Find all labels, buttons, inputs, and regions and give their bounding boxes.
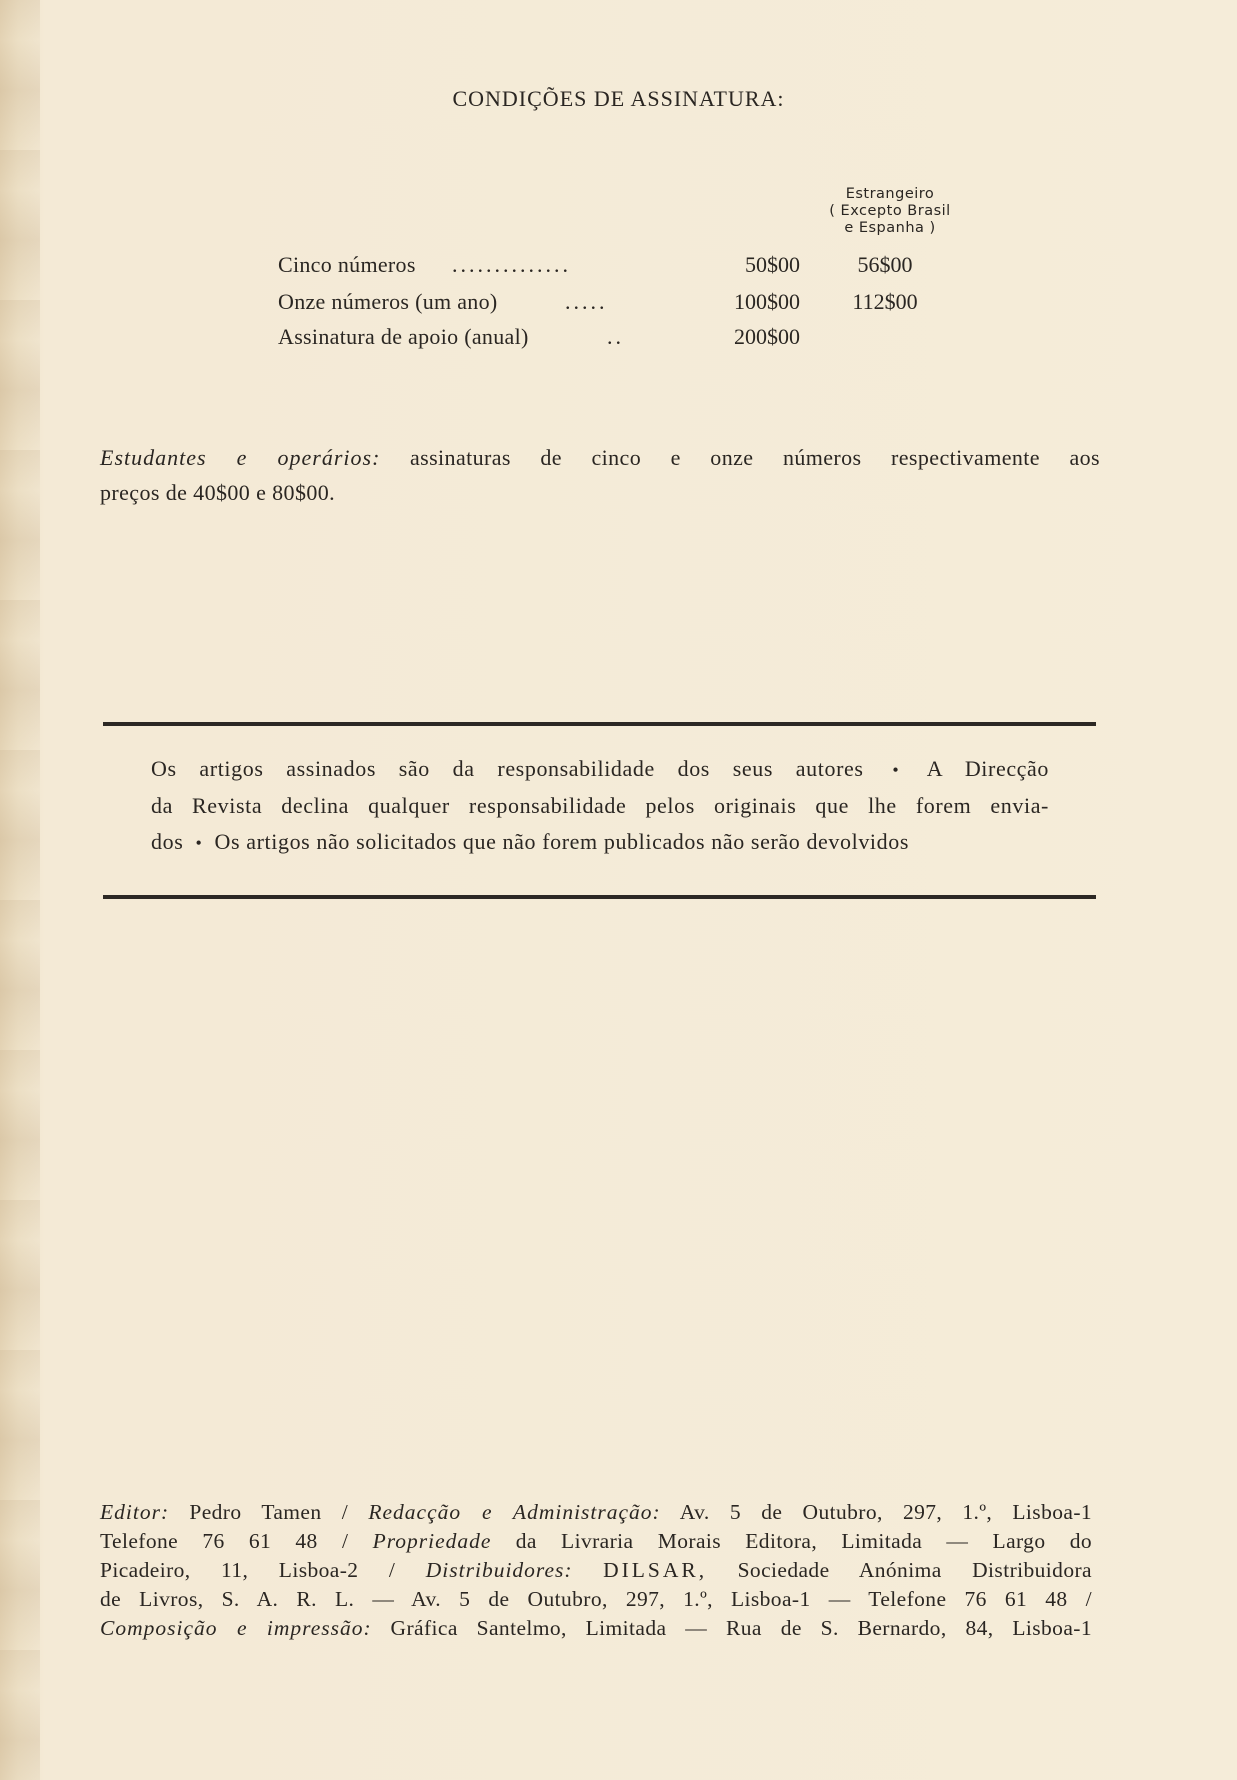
students-paragraph <box>100 440 1100 510</box>
notice-text: Os artigos não solicitados que não forem publicados não serão devolvidos <box>214 829 909 854</box>
footer-line <box>100 1498 1092 1527</box>
leader-dots: .. <box>607 324 624 349</box>
students-line: preços de 40$00 e 80$00. <box>100 480 336 505</box>
leader-dots: ..... <box>565 289 608 314</box>
notice-text: dos <box>151 829 184 854</box>
redaccao-label: Redacção e Administração: <box>368 1500 661 1524</box>
notice-line <box>151 824 1049 861</box>
distributor-name: DILSAR, <box>603 1558 708 1582</box>
price-label: Onze números (um ano) <box>278 289 498 314</box>
leader-dots: .............. <box>452 252 571 277</box>
horizontal-rule-bottom <box>103 895 1096 899</box>
foreign-header-line: ( Excepto Brasil <box>829 203 951 219</box>
bullet-icon: • <box>195 833 203 853</box>
disclaimer-notice <box>151 751 1049 861</box>
footer-line <box>100 1614 1092 1643</box>
editor-label: Editor: <box>100 1500 170 1524</box>
composicao-value: Gráfica Santelmo, Limitada — Rua de S. Bernardo, 84, Lisboa-1 <box>390 1616 1092 1640</box>
students-label: Estudantes e operários: <box>100 445 381 470</box>
picadeiro-address: Picadeiro, 11, Lisboa-2 <box>100 1558 359 1582</box>
separator: / <box>341 1500 349 1524</box>
price-portugal: 200$00 <box>734 324 800 349</box>
notice-text: A Direcção <box>926 756 1050 781</box>
price-foreign: 112$00 <box>852 289 918 314</box>
editor-value: Pedro Tamen <box>189 1500 322 1524</box>
notice-line: da Revista declina qualquer responsabilidade pelos originais que lhe forem envia- <box>151 793 1049 818</box>
students-line <box>100 440 1100 475</box>
distributor-desc: Sociedade Anónima Distribuidora <box>737 1558 1092 1582</box>
page-title: CONDIÇÕES DE ASSINATURA: <box>452 86 785 111</box>
horizontal-rule-top <box>103 722 1096 726</box>
price-row-apoio <box>0 324 1237 356</box>
notice-text: Os artigos assinados são da responsabilidade dos seus autores <box>151 756 864 781</box>
composicao-label: Composição e impressão: <box>100 1616 372 1640</box>
price-row-onze <box>0 289 1237 321</box>
redaccao-value: Av. 5 de Outubro, 297, 1.º, Lisboa-1 <box>679 1500 1093 1524</box>
propriedade-value: da Livraria Morais Editora, Limitada — Largo do <box>515 1529 1093 1553</box>
distribuidores-label: Distribuidores: <box>425 1558 573 1582</box>
price-label: Assinatura de apoio (anual) <box>278 324 529 349</box>
footer-line <box>100 1556 1092 1585</box>
footer-line: de Livros, S. A. R. L. — Av. 5 de Outubro, 297, 1.º, Lisboa-1 — Telefone 76 61 48 / <box>100 1587 1092 1611</box>
foreign-header-line: e Espanha ) <box>844 220 936 236</box>
separator: / <box>341 1529 349 1553</box>
foreign-header-line: Estrangeiro <box>845 186 935 202</box>
students-text: assinaturas de cinco e onze números respectivamente aos <box>409 445 1100 470</box>
price-foreign: 56$00 <box>857 252 913 277</box>
price-portugal: 50$00 <box>745 252 800 277</box>
bullet-icon: • <box>892 760 900 780</box>
imprint-footer <box>100 1498 1092 1643</box>
price-row-cinco <box>0 252 1237 284</box>
price-portugal: 100$00 <box>734 289 800 314</box>
foreign-price-header <box>810 186 970 237</box>
price-label: Cinco números <box>278 252 416 277</box>
footer-line <box>100 1527 1092 1556</box>
telefone: Telefone 76 61 48 <box>100 1529 318 1553</box>
notice-line <box>151 751 1049 788</box>
propriedade-label: Propriedade <box>372 1529 492 1553</box>
separator: / <box>388 1558 396 1582</box>
